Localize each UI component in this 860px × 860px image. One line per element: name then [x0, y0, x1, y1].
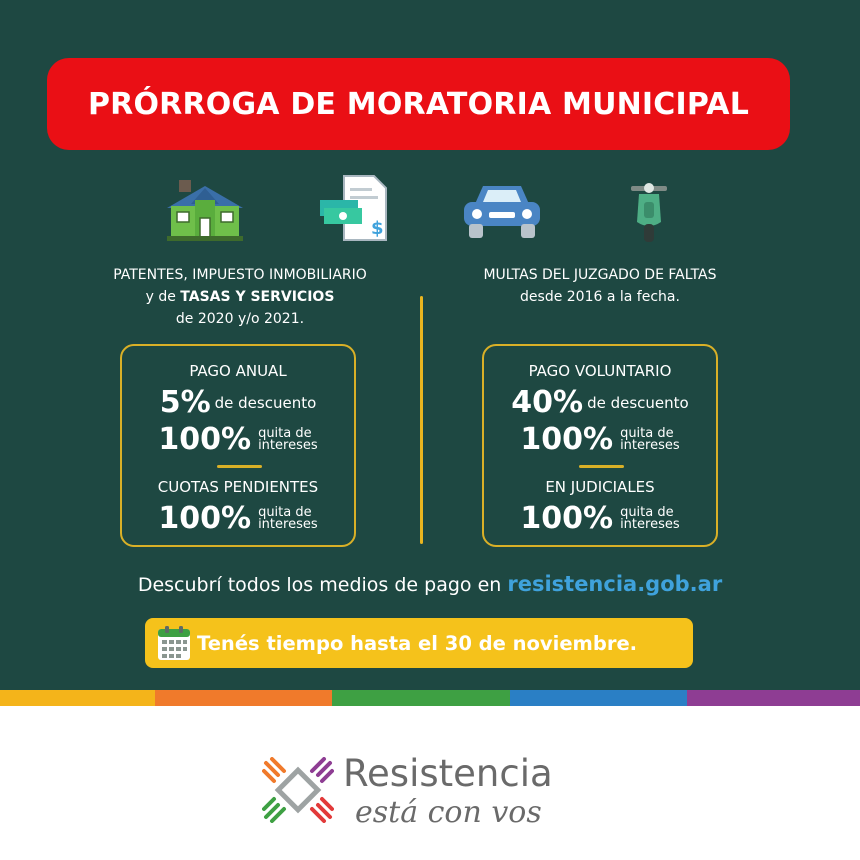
right-interest-line-1: quita de [620, 426, 674, 441]
right-interest-row [484, 422, 716, 457]
color-strip-purple [687, 690, 860, 706]
website-link[interactable]: resistencia.gob.ar [507, 572, 723, 596]
section-divider [420, 296, 423, 544]
right-box-top-label: PAGO VOLUNTARIO [528, 362, 672, 380]
car-icon [461, 182, 543, 242]
left-interest-line-1: quita de [258, 426, 312, 441]
page-title: PRÓRROGA DE MORATORIA MUNICIPAL [87, 86, 750, 122]
deadline-banner [145, 618, 693, 668]
right-bottom-value: 100% [520, 501, 614, 536]
left-box-top-label: PAGO ANUAL [189, 362, 287, 380]
right-interest-value: 100% [520, 422, 614, 457]
right-discount-text: de descuento [587, 394, 689, 412]
color-strip-orange [155, 690, 332, 706]
payment-info [0, 572, 860, 596]
left-line-1: PATENTES, IMPUESTO INMOBILIARIO [113, 267, 367, 283]
deadline-text: Tenés tiempo hasta el 30 de noviembre. [197, 631, 638, 655]
right-line-1: MULTAS DEL JUZGADO DE FALTAS [483, 267, 717, 283]
left-line-2-prefix: y de [145, 289, 176, 305]
right-bottom-line-1: quita de [620, 505, 674, 520]
logo-name: Resistencia [343, 752, 553, 795]
resistencia-logo-icon [262, 757, 334, 823]
right-bottom-row [484, 501, 716, 536]
payment-info-text: Descubrí todos los medios de pago en [137, 574, 502, 596]
color-strip-green [332, 690, 510, 706]
right-line-2: desde 2016 a la fecha. [520, 289, 680, 305]
left-section-description [60, 264, 420, 330]
left-discount-value: 5% [159, 385, 211, 420]
left-bottom-line-2: intereses [258, 517, 318, 532]
title-banner [47, 58, 790, 150]
left-interest-value: 100% [158, 422, 252, 457]
left-bottom-row [122, 501, 354, 536]
left-line-2-bold: TASAS Y SERVICIOS [180, 289, 335, 305]
calendar-icon [157, 625, 191, 661]
logo-tagline: está con vos [355, 795, 542, 830]
right-interest-line-2: intereses [620, 438, 680, 453]
left-interest-line-2: intereses [258, 438, 318, 453]
left-interest-text [258, 428, 318, 452]
left-line-2 [60, 286, 420, 308]
left-bottom-line-1: quita de [258, 505, 312, 520]
left-line-3: de 2020 y/o 2021. [175, 311, 305, 327]
left-bottom-text [258, 507, 318, 531]
house-icon [165, 178, 245, 242]
svg-text:$: $ [371, 218, 384, 239]
left-bottom-value: 100% [158, 501, 252, 536]
right-discount-row [484, 385, 716, 420]
left-box-bottom-label: CUOTAS PENDIENTES [157, 478, 319, 496]
color-strip-blue [510, 690, 687, 706]
invoice-money-icon [318, 174, 390, 244]
left-discount-text: de descuento [214, 394, 317, 412]
right-bottom-text [620, 507, 680, 531]
left-interest-row [122, 422, 354, 457]
right-bottom-line-2: intereses [620, 517, 680, 532]
left-benefits-box [120, 344, 356, 547]
right-interest-text [620, 428, 680, 452]
right-box-bottom-label: EN JUDICIALES [545, 478, 655, 496]
left-box-separator [217, 465, 262, 468]
scooter-icon [627, 180, 671, 244]
color-strip-yellow [0, 690, 155, 706]
right-benefits-box [482, 344, 718, 547]
right-discount-value: 40% [511, 385, 584, 420]
right-box-separator [579, 465, 624, 468]
right-section-description [420, 264, 780, 308]
left-discount-row [122, 385, 354, 420]
